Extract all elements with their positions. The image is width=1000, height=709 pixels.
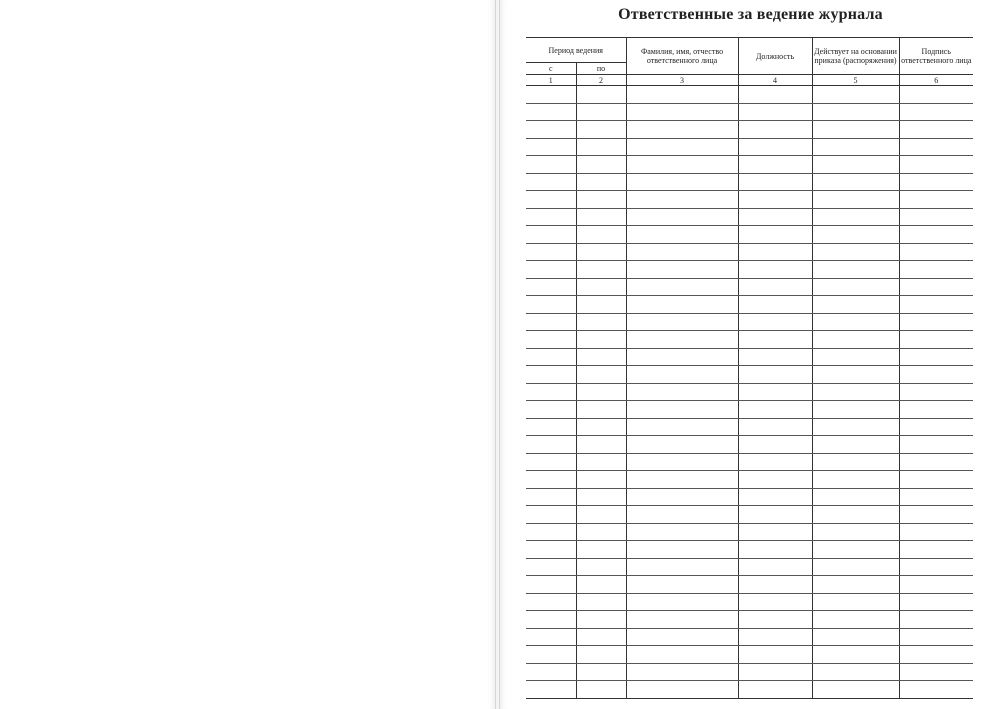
table-cell[interactable] [526,663,576,681]
table-cell[interactable] [738,401,812,419]
table-cell[interactable] [626,383,738,401]
table-cell[interactable] [576,103,626,121]
table-cell[interactable] [576,681,626,699]
table-cell[interactable] [812,261,899,279]
table-cell[interactable] [576,611,626,629]
table-cell[interactable] [576,278,626,296]
table-cell[interactable] [899,243,973,261]
table-cell[interactable] [626,576,738,594]
table-cell[interactable] [626,86,738,104]
table-cell[interactable] [812,331,899,349]
table-row [526,541,973,559]
table-cell[interactable] [626,348,738,366]
column-number: 4 [738,75,812,86]
table-cell[interactable] [626,313,738,331]
table-cell[interactable] [899,156,973,174]
table-cell[interactable] [526,156,576,174]
table-cell[interactable] [576,558,626,576]
table-cell[interactable] [526,348,576,366]
table-cell[interactable] [526,208,576,226]
header-period-from: с [548,64,553,73]
table-cell[interactable] [738,681,812,699]
left-page-blank [0,0,496,709]
column-number: 1 [526,75,576,86]
table-cell[interactable] [526,191,576,209]
table-cell[interactable] [526,261,576,279]
table-cell[interactable] [899,173,973,191]
table-row [526,138,973,156]
table-cell[interactable] [899,226,973,244]
table-cell[interactable] [738,471,812,489]
table-cell[interactable] [626,628,738,646]
table-cell[interactable] [576,506,626,524]
table-cell[interactable] [576,593,626,611]
table-cell[interactable] [738,86,812,104]
table-cell[interactable] [812,488,899,506]
table-cell[interactable] [576,121,626,139]
table-cell[interactable] [576,331,626,349]
table-cell[interactable] [626,261,738,279]
table-cell[interactable] [812,681,899,699]
table-cell[interactable] [626,453,738,471]
header-position: Должность [738,38,812,75]
table-cell[interactable] [738,103,812,121]
table-cell[interactable] [899,191,973,209]
table-cell[interactable] [738,576,812,594]
table-cell[interactable] [812,593,899,611]
header-order: Действует на основании приказа (распоряжения) [812,38,899,75]
table-cell[interactable] [526,576,576,594]
table-cell[interactable] [738,138,812,156]
table-cell[interactable] [812,471,899,489]
table-cell[interactable] [526,173,576,191]
table-cell[interactable] [626,278,738,296]
right-page [499,0,1000,709]
header-signature: Подпись ответственного лица [899,38,973,75]
table-cell[interactable] [626,138,738,156]
table-cell[interactable] [812,611,899,629]
table-cell[interactable] [576,436,626,454]
table-cell[interactable] [812,86,899,104]
table-cell[interactable] [899,296,973,314]
table-cell[interactable] [626,208,738,226]
table-cell[interactable] [812,296,899,314]
table-cell[interactable] [899,121,973,139]
table-cell[interactable] [899,576,973,594]
table-cell[interactable] [899,138,973,156]
table-cell[interactable] [812,366,899,384]
table-cell[interactable] [626,436,738,454]
table-cell[interactable] [576,418,626,436]
table-row [526,313,973,331]
table-cell[interactable] [899,261,973,279]
table-row [526,86,973,104]
table-cell[interactable] [738,453,812,471]
table-cell[interactable] [812,541,899,559]
table-cell[interactable] [626,488,738,506]
table-cell[interactable] [526,86,576,104]
table-cell[interactable] [626,593,738,611]
table-row [526,121,973,139]
table-cell[interactable] [576,173,626,191]
journal-rows [526,86,973,699]
table-cell[interactable] [626,681,738,699]
table-cell[interactable] [626,156,738,174]
table-cell[interactable] [576,226,626,244]
table-cell[interactable] [626,663,738,681]
table-cell[interactable] [899,453,973,471]
table-row [526,173,973,191]
table-cell[interactable] [526,418,576,436]
table-row [526,366,973,384]
table-cell[interactable] [899,418,973,436]
table-row [526,278,973,296]
table-cell[interactable] [526,331,576,349]
column-number: 5 [812,75,899,86]
table-cell[interactable] [576,296,626,314]
table-cell[interactable] [812,208,899,226]
table-row [526,103,973,121]
table-cell[interactable] [899,488,973,506]
table-cell[interactable] [626,243,738,261]
table-cell[interactable] [526,401,576,419]
table-cell[interactable] [576,383,626,401]
table-row [526,226,973,244]
table-row [526,611,973,629]
table-cell[interactable] [812,523,899,541]
table-cell[interactable] [738,191,812,209]
table-row [526,418,973,436]
table-row [526,488,973,506]
table-cell[interactable] [738,296,812,314]
table-cell[interactable] [738,488,812,506]
table-cell[interactable] [526,383,576,401]
table-cell[interactable] [626,103,738,121]
table-cell[interactable] [812,121,899,139]
table-cell[interactable] [526,506,576,524]
table-cell[interactable] [738,506,812,524]
table-cell[interactable] [626,506,738,524]
table-cell[interactable] [526,103,576,121]
table-cell[interactable] [738,366,812,384]
table-cell[interactable] [899,208,973,226]
table-cell[interactable] [526,628,576,646]
table-row [526,681,973,699]
table-cell[interactable] [626,366,738,384]
table-cell[interactable] [526,523,576,541]
page-title: Ответственные за ведение журнала [618,6,883,23]
table-cell[interactable] [576,366,626,384]
table-row [526,243,973,261]
table-cell[interactable] [812,418,899,436]
table-cell[interactable] [738,628,812,646]
table-cell[interactable] [738,313,812,331]
table-cell[interactable] [576,576,626,594]
header-fio: Фамилия, имя, отчество ответственного лица [626,38,738,75]
table-row [526,453,973,471]
table-cell[interactable] [626,418,738,436]
table-cell[interactable] [526,243,576,261]
table-cell[interactable] [738,593,812,611]
table-cell[interactable] [576,663,626,681]
table-cell[interactable] [812,506,899,524]
table-cell[interactable] [576,523,626,541]
table-cell[interactable] [899,541,973,559]
header-period: Период ведения [526,38,626,63]
table-cell[interactable] [812,628,899,646]
table-cell[interactable] [526,646,576,664]
table-cell[interactable] [576,191,626,209]
table-cell[interactable] [626,646,738,664]
table-cell[interactable] [899,681,973,699]
table-cell[interactable] [576,156,626,174]
table-cell[interactable] [812,226,899,244]
table-cell[interactable] [738,278,812,296]
table-cell[interactable] [812,156,899,174]
table-cell[interactable] [526,453,576,471]
table-cell[interactable] [738,646,812,664]
table-row [526,646,973,664]
table-cell[interactable] [526,226,576,244]
table-row [526,156,973,174]
table-cell[interactable] [576,138,626,156]
table-cell[interactable] [812,401,899,419]
table-cell[interactable] [738,156,812,174]
table-cell[interactable] [738,663,812,681]
table-cell[interactable] [812,138,899,156]
table-cell[interactable] [526,558,576,576]
table-cell[interactable] [899,471,973,489]
table-cell[interactable] [626,401,738,419]
table-cell[interactable] [812,278,899,296]
table-cell[interactable] [576,86,626,104]
table-cell[interactable] [576,646,626,664]
table-cell[interactable] [899,593,973,611]
table-cell[interactable] [812,453,899,471]
table-row [526,401,973,419]
table-cell[interactable] [626,226,738,244]
table-cell[interactable] [526,611,576,629]
table-row [526,576,973,594]
table-cell[interactable] [526,366,576,384]
table-cell[interactable] [526,681,576,699]
table-cell[interactable] [526,471,576,489]
table-cell[interactable] [576,471,626,489]
table-cell[interactable] [738,261,812,279]
table-cell[interactable] [812,383,899,401]
table-cell[interactable] [738,243,812,261]
table-cell[interactable] [576,453,626,471]
table-row [526,663,973,681]
table-cell[interactable] [738,208,812,226]
table-cell[interactable] [576,313,626,331]
table-cell[interactable] [899,611,973,629]
table-cell[interactable] [899,348,973,366]
table-cell[interactable] [576,261,626,279]
table-cell[interactable] [738,418,812,436]
table-cell[interactable] [526,488,576,506]
table-row [526,191,973,209]
column-number: 6 [899,75,973,86]
table-cell[interactable] [626,191,738,209]
table-cell[interactable] [738,348,812,366]
table-row [526,261,973,279]
table-cell[interactable] [812,313,899,331]
table-cell[interactable] [812,436,899,454]
table-cell[interactable] [738,523,812,541]
table-cell[interactable] [576,488,626,506]
table-cell[interactable] [738,331,812,349]
table-cell[interactable] [576,401,626,419]
table-cell[interactable] [899,558,973,576]
table-cell[interactable] [899,86,973,104]
table-cell[interactable] [899,506,973,524]
table-cell[interactable] [626,541,738,559]
table-row [526,348,973,366]
table-row [526,558,973,576]
table-cell[interactable] [738,541,812,559]
column-number-row [526,75,973,86]
table-row [526,331,973,349]
table-row [526,208,973,226]
table-cell[interactable] [812,558,899,576]
table-cell[interactable] [899,401,973,419]
table-cell[interactable] [899,523,973,541]
table-cell[interactable] [899,313,973,331]
table-cell[interactable] [899,663,973,681]
table-cell[interactable] [526,436,576,454]
table-cell[interactable] [899,278,973,296]
table-cell[interactable] [812,646,899,664]
table-cell[interactable] [812,103,899,121]
table-cell[interactable] [526,313,576,331]
responsible-persons-table [526,37,973,699]
table-row [526,383,973,401]
table-cell[interactable] [576,208,626,226]
table-cell[interactable] [899,103,973,121]
table-cell[interactable] [812,191,899,209]
table-cell[interactable] [899,628,973,646]
table-row [526,471,973,489]
table-row [526,436,973,454]
table-cell[interactable] [899,366,973,384]
table-cell[interactable] [812,576,899,594]
table-cell[interactable] [526,278,576,296]
table-cell[interactable] [526,138,576,156]
table-cell[interactable] [738,383,812,401]
table-cell[interactable] [526,121,576,139]
table-cell[interactable] [576,348,626,366]
table-cell[interactable] [626,296,738,314]
table-cell[interactable] [576,243,626,261]
header-period-to: по [576,63,626,75]
table-cell[interactable] [526,593,576,611]
table-cell[interactable] [626,121,738,139]
table-cell[interactable] [899,383,973,401]
table-cell[interactable] [899,646,973,664]
table-cell[interactable] [738,121,812,139]
table-cell[interactable] [899,436,973,454]
table-cell[interactable] [626,331,738,349]
table-cell[interactable] [738,558,812,576]
table-row [526,296,973,314]
table-row [526,593,973,611]
table-cell[interactable] [626,471,738,489]
table-cell[interactable] [738,436,812,454]
table-cell[interactable] [899,331,973,349]
table-cell[interactable] [738,226,812,244]
table-cell[interactable] [626,523,738,541]
column-number: 3 [626,75,738,86]
table-cell[interactable] [576,541,626,559]
table-cell[interactable] [812,173,899,191]
table-cell[interactable] [738,173,812,191]
table-cell[interactable] [626,558,738,576]
table-cell[interactable] [738,611,812,629]
table-row [526,506,973,524]
table-cell[interactable] [812,243,899,261]
table-cell[interactable] [812,348,899,366]
table-cell[interactable] [812,663,899,681]
table-row [526,523,973,541]
table-row [526,628,973,646]
table-cell[interactable] [526,541,576,559]
table-cell[interactable] [626,611,738,629]
table-cell[interactable] [576,628,626,646]
table-cell[interactable] [626,173,738,191]
column-number: 2 [576,75,626,86]
table-cell[interactable] [526,296,576,314]
